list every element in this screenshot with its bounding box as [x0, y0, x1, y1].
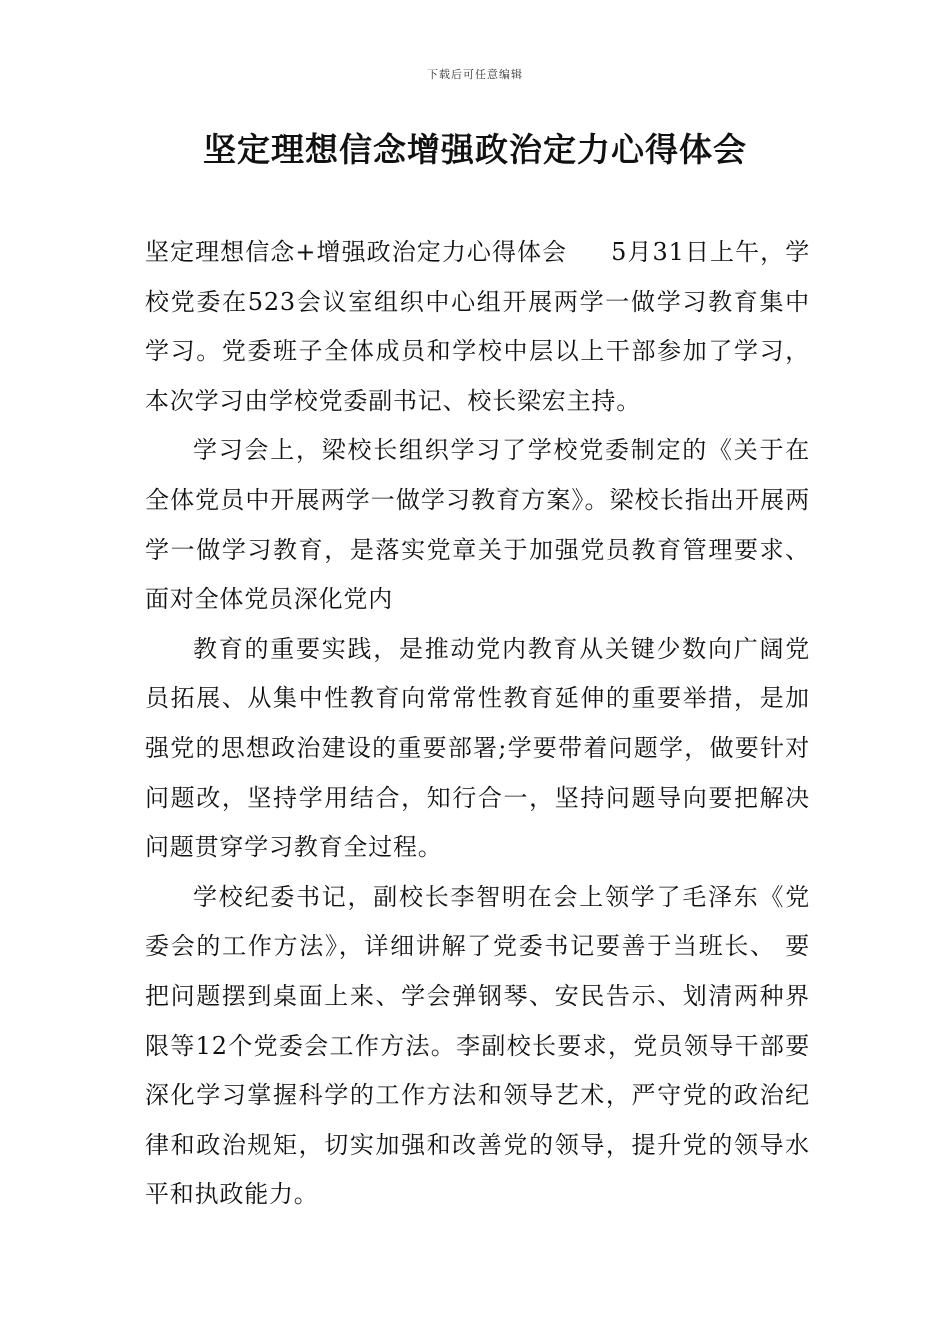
paragraph-1-text: 5月31日上午，学校党委在523会议室组织中心组开展两学一做学习教育集中学习。党委班子全体成员和学校中层以上干部参加了学习，本次学习由学校党委副书记、校长梁宏主持。: [145, 238, 810, 415]
paragraph-1: [145, 228, 810, 426]
paragraph-3: 教育的重要实践，是推动党内教育从关键少数向广阔党员拓展、从集中性教育向常常性教育延伸的重要举措，是加强党的思想政治建设的重要部署;学要带着问题学，做要针对问题改，坚持学用结合，知行合一，坚持问题导向要把解决问题贯穿学习教育全过程。: [145, 634, 810, 862]
document-body: [145, 228, 810, 1220]
paragraph-1-lead: 坚定理想信念+增强政治定力心得体会: [145, 238, 568, 266]
document-title: 坚定理想信念增强政治定力心得体会: [203, 130, 747, 169]
paragraph-2: 学习会上，梁校长组织学习了学校党委制定的《关于在全体党员中开展两学一做学习教育方案》。梁校长指出开展两学一做学习教育，是落实党章关于加强党员教育管理要求、面对全体党员深化党内: [145, 436, 810, 614]
header-note: 下载后可任意编辑: [427, 68, 523, 81]
paragraph-4: 学校纪委书记，副校长李智明在会上领学了毛泽东《党委会的工作方法》，详细讲解了党委书记要善于当班长、 要把问题摆到桌面上来、学会弹钢琴、安民告示、划清两种界限等12个党委会工作方法。李副校长要求，党员领导干部要深化学习掌握科学的工作方法和领导艺术，严守党的政治纪律和政治规矩，切实加强和改善党的领导，提升党的领导水平和执政能力。: [145, 882, 810, 1209]
